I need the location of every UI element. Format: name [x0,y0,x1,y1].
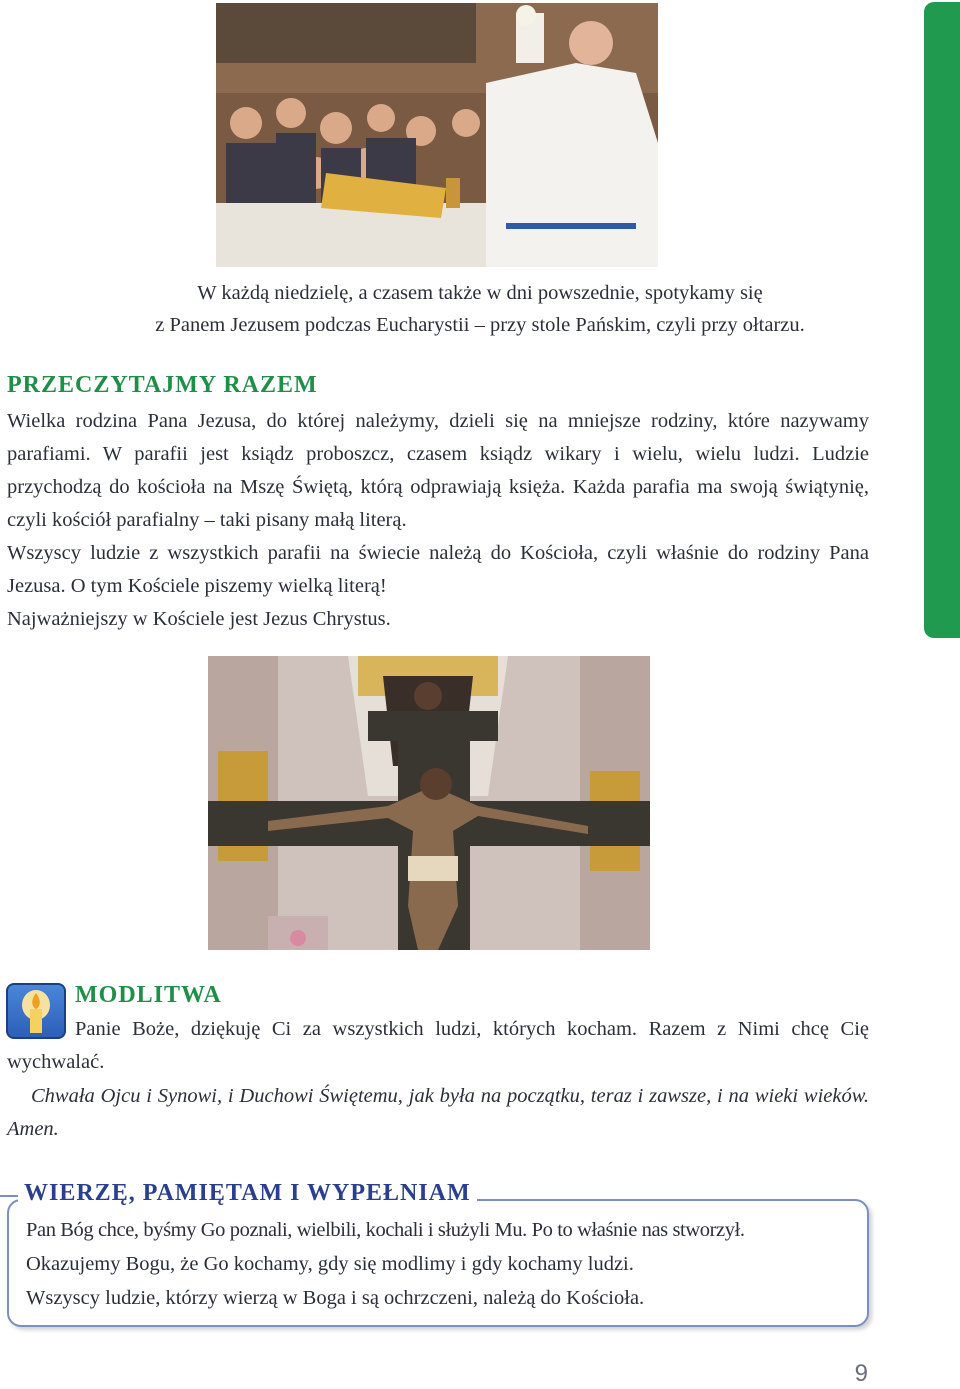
page-number: 9 [854,1360,868,1387]
intro-line-2: z Panem Jezusem podczas Eucharystii – przy stole Pańskim, czyli przy ołtarzu. [155,314,805,336]
prayer-heading: MODLITWA [75,982,222,1008]
paragraph-church: Wszyscy ludzie z wszystkich parafii na świecie należą do Kościoła, czyli właśnie do rodziny Pana Jezusa. O tym Kościele piszemy wielką literą! [7,542,869,597]
read-together-heading: PRZECZYTAJMY RAZEM [7,372,318,398]
believe-line-1: Pan Bóg chce, byśmy Go poznali, wielbili, kochali i służyli Mu. Po to właśnie nas stworzył. [26,1219,745,1241]
believe-line-2: Okazujemy Bogu, że Go kochamy, gdy się modlimy i gdy kochamy ludzi. [26,1253,634,1275]
mass-photo [216,3,658,267]
crucifix-photo [208,656,650,950]
believe-text [26,1213,856,1315]
paragraph-parishes: Wielka rodzina Pana Jezusa, do której należymy, dzieli się na mniejsze rodziny, które nazywamy parafiami. W parafii jest ksiądz proboszcz, czasem ksiądz wikary i wielu, wielu ludzi. Ludzie przychodzą do kościoła na Mszę Świętą, którą odprawiają księża. Każda parafia ma swoją świątynię, czyli kościół parafialny – taki pisany małą literą. [7,410,869,531]
prayer-text: Panie Boże, dziękuję Ci za wszystkich ludzi, których kocham. Razem z Nimi chcę Cię wychwalać. [7,1018,869,1073]
paragraph-jesus: Najważniejszy w Kościele jest Jezus Chrystus. [7,608,391,630]
intro-line-1: W każdą niedzielę, a czasem także w dni powszednie, spotykamy się [197,282,763,304]
read-together-body [7,405,869,636]
believe-line-3: Wszyscy ludzie, którzy wierzą w Boga i są ochrzczeni, należą do Kościoła. [26,1287,645,1309]
believe-heading: WIERZĘ, PAMIĘTAM I WYPEŁNIAM [18,1180,477,1207]
doxology-text: Chwała Ojcu i Synowi, i Duchowi Świętemu, jak była na początku, teraz i zawsze, i na wieki wieków. Amen. [7,1085,869,1140]
